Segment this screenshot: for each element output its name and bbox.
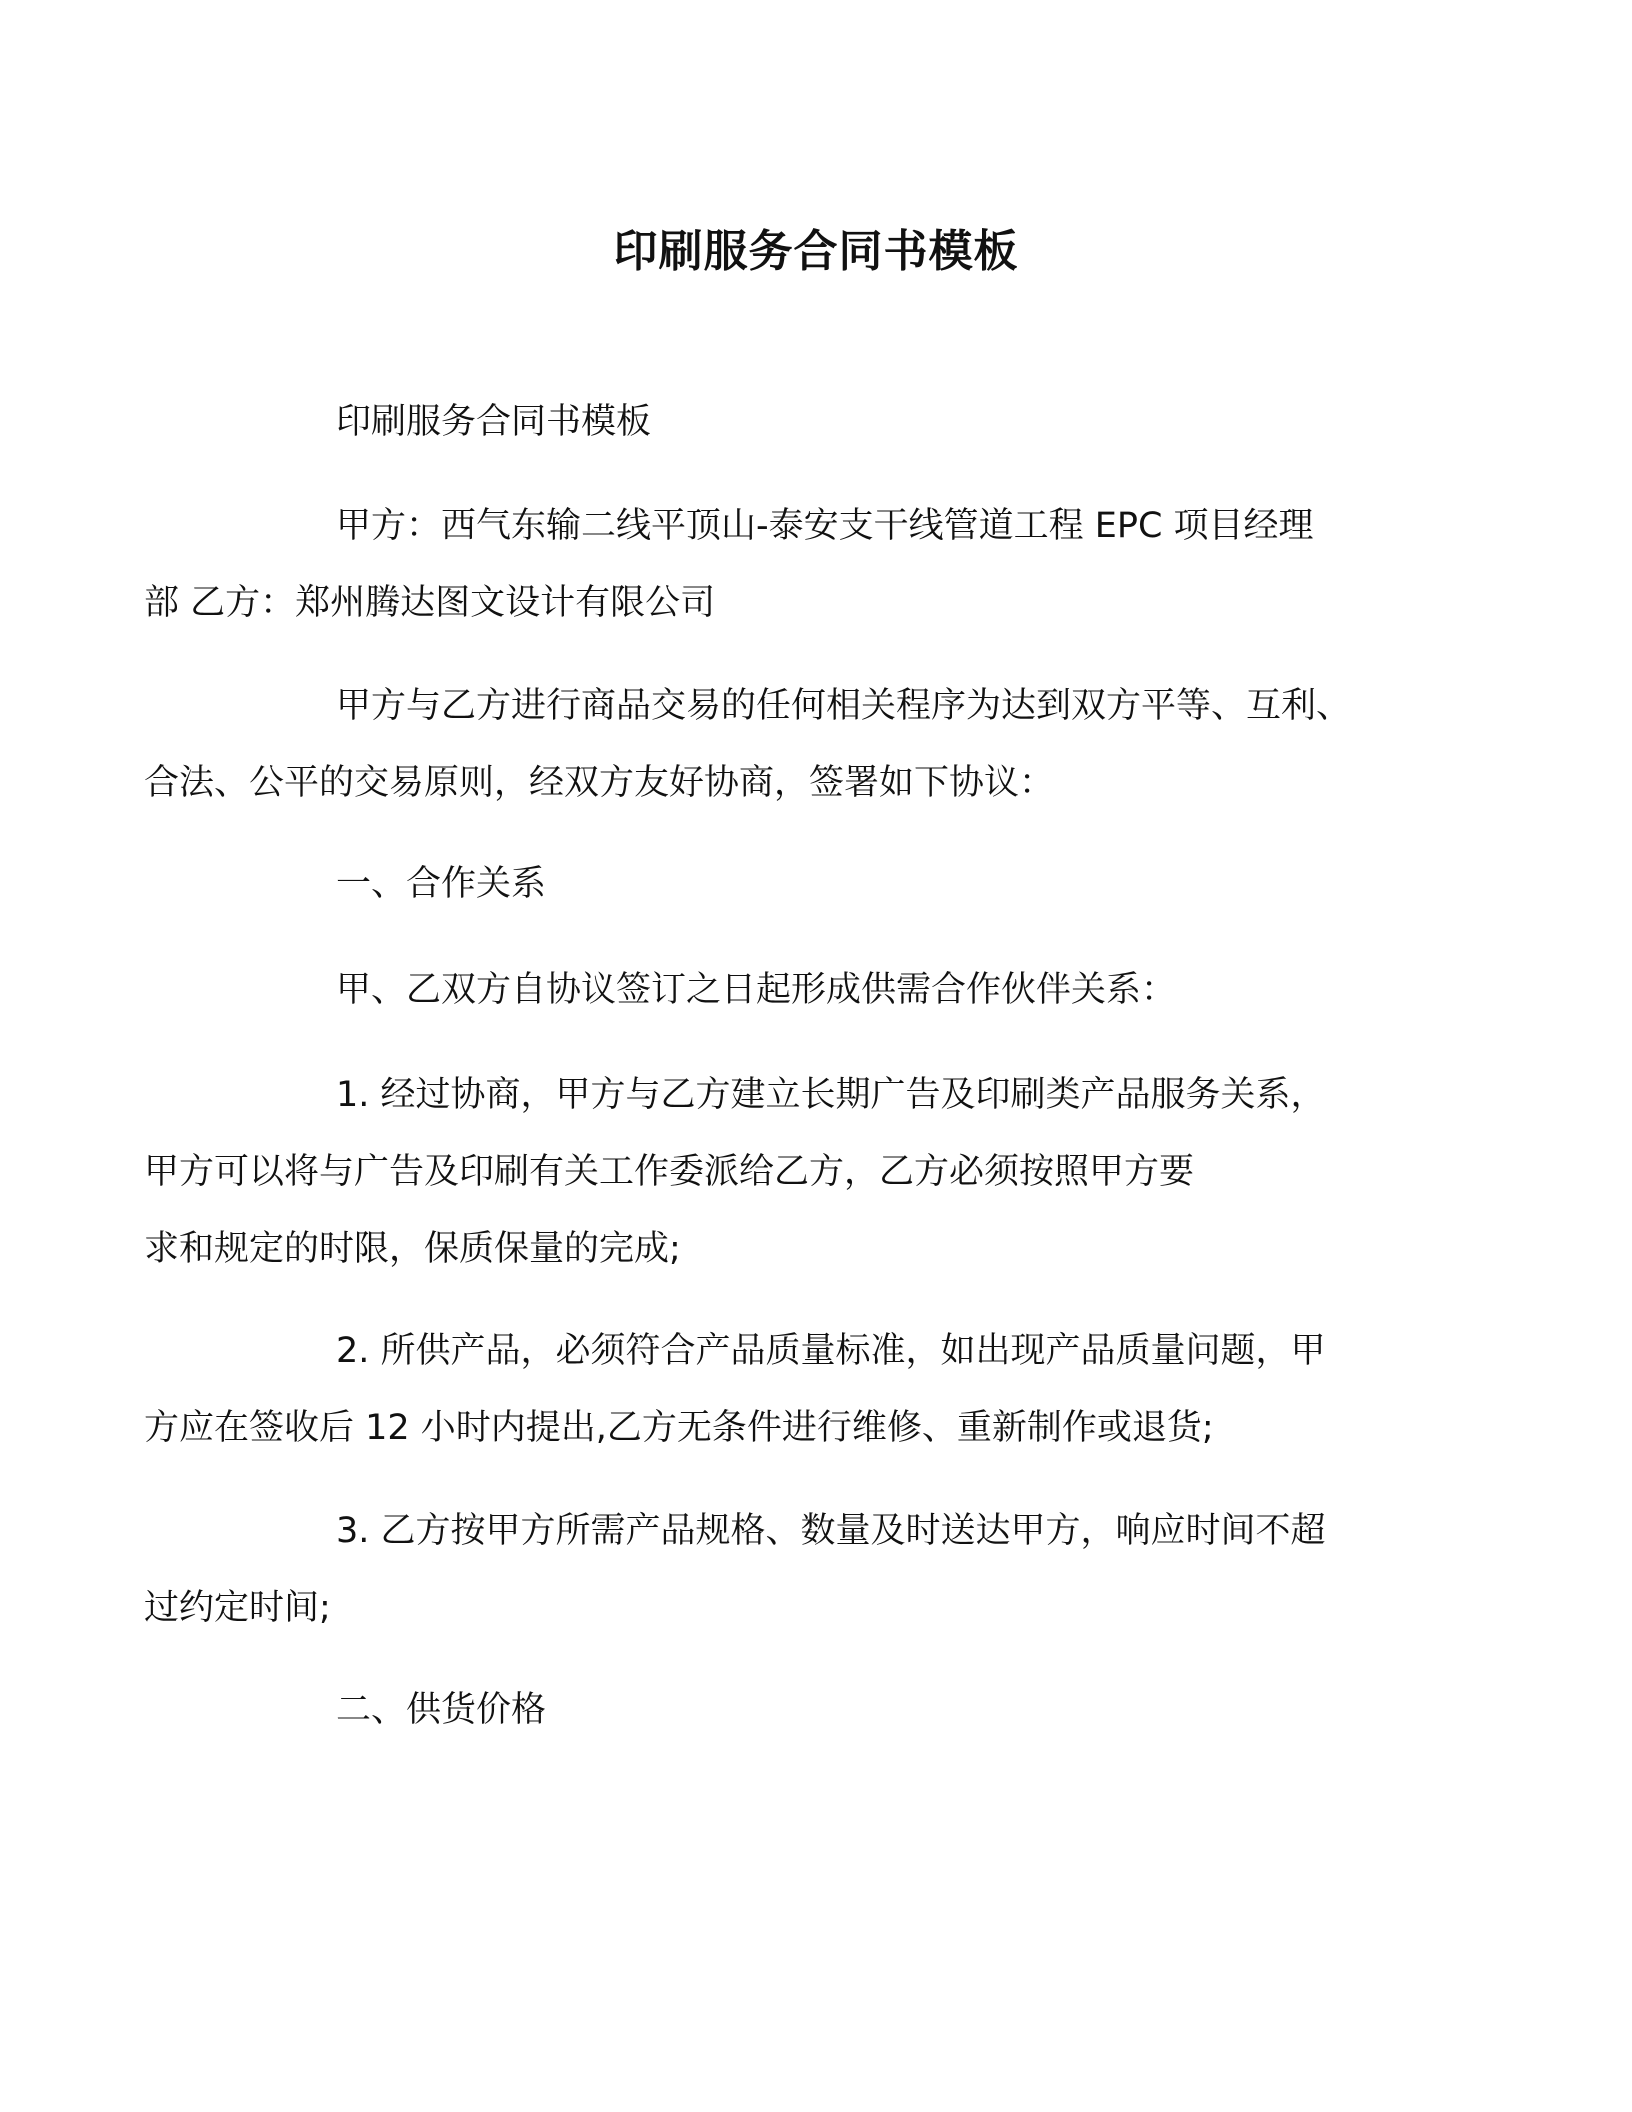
- section-2-heading-text: 二、供货价格: [336, 1690, 547, 1730]
- item-2-line-2: 方应在签收后 12 小时内提出,乙方无条件进行维修、重新制作或退货;: [144, 1408, 1214, 1448]
- parties-line-2: 部 乙方：郑州腾达图文设计有限公司: [144, 583, 716, 623]
- relation-paragraph: [240, 952, 1400, 1029]
- clause-item-1: [144, 1057, 1400, 1288]
- intro-line-2: 合法、公平的交易原则，经双方友好协商，签署如下协议：: [144, 763, 1055, 803]
- item-3-line-1: 3. 乙方按甲方所需产品规格、数量及时送达甲方，响应时间不超: [336, 1511, 1326, 1551]
- item-1-line-3: 求和规定的时限，保质保量的完成;: [144, 1229, 681, 1269]
- intro-line-1: 甲方与乙方进行商品交易的任何相关程序为达到双方平等、互利、: [336, 686, 1352, 726]
- relation-text: 甲、乙双方自协议签订之日起形成供需合作伙伴关系：: [336, 970, 1177, 1010]
- section-1-heading-text: 一、合作关系: [336, 864, 547, 904]
- item-2-line-1: 2. 所供产品，必须符合产品质量标准，如出现产品质量问题，甲: [336, 1331, 1326, 1371]
- parties-paragraph: [144, 488, 1400, 642]
- subtitle-text: 印刷服务合同书模板: [336, 402, 652, 442]
- clause-item-3: [144, 1493, 1400, 1647]
- page-title: 印刷服务合同书模板: [613, 226, 1019, 277]
- clause-item-2: [144, 1313, 1400, 1467]
- intro-paragraph: [144, 668, 1400, 822]
- item-1-line-1: 1. 经过协商，甲方与乙方建立长期广告及印刷类产品服务关系，: [336, 1075, 1326, 1115]
- section-2-heading: [240, 1672, 1400, 1749]
- item-3-line-2: 过约定时间;: [144, 1588, 331, 1628]
- section-1-heading: [240, 846, 1400, 923]
- item-1-line-2: 甲方可以将与广告及印刷有关工作委派给乙方，乙方必须按照甲方要: [144, 1152, 1195, 1192]
- document-subtitle: [240, 384, 1400, 461]
- parties-line-1: 甲方：西气东输二线平顶山-泰安支干线管道工程 EPC 项目经理: [336, 506, 1314, 546]
